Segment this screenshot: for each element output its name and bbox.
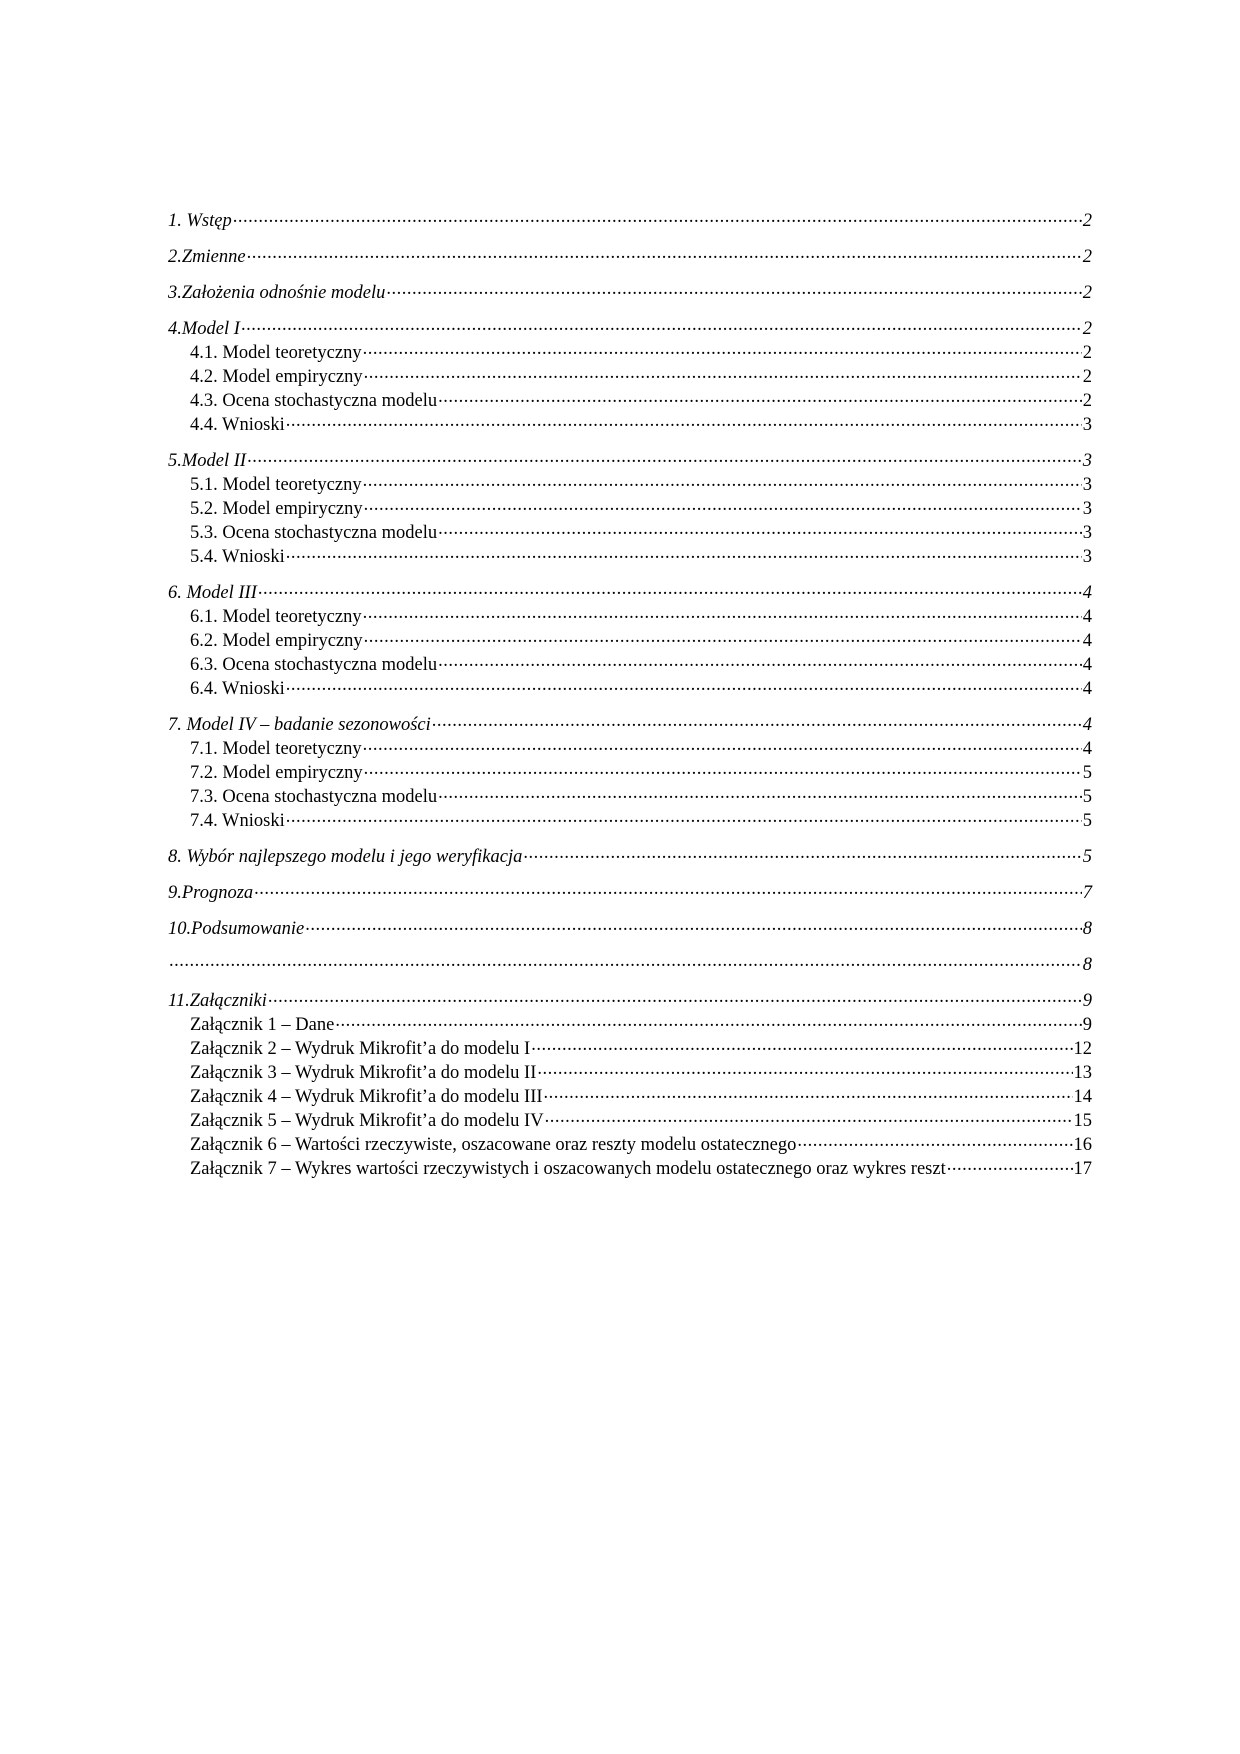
dot-leader bbox=[286, 675, 1082, 694]
dot-leader bbox=[241, 315, 1082, 334]
toc-entry-page: 5 bbox=[1082, 786, 1092, 807]
toc-subentry[interactable] bbox=[168, 675, 1092, 699]
toc-entry-page: 14 bbox=[1073, 1086, 1092, 1107]
toc-entry[interactable] bbox=[168, 447, 1092, 471]
dot-leader bbox=[363, 339, 1082, 358]
toc-subentry[interactable] bbox=[168, 495, 1092, 519]
toc-entry-page: 8 bbox=[1082, 918, 1092, 939]
dot-leader bbox=[363, 735, 1082, 754]
toc-entry-page: 5 bbox=[1082, 762, 1092, 783]
toc-entry-page: 3 bbox=[1082, 546, 1092, 567]
toc-entry-page: 4 bbox=[1082, 630, 1092, 651]
toc-entry-page: 2 bbox=[1082, 318, 1092, 339]
table-of-contents bbox=[168, 207, 1092, 1179]
toc-entry-label: Załącznik 7 – Wykres wartości rzeczywistych i oszacowanych modelu ostatecznego oraz wykres reszt bbox=[190, 1158, 946, 1179]
toc-entry-label: 4.4. Wnioski bbox=[190, 414, 285, 435]
toc-entry-page: 4 bbox=[1082, 582, 1092, 603]
toc-entry[interactable] bbox=[168, 915, 1092, 939]
toc-entry-label: Załącznik 5 – Wydruk Mikrofit’a do modelu IV bbox=[190, 1110, 544, 1131]
toc-subentry[interactable] bbox=[168, 1011, 1092, 1035]
toc-entry-page: 4 bbox=[1082, 714, 1092, 735]
dot-leader bbox=[363, 471, 1082, 490]
dot-leader bbox=[335, 1011, 1081, 1030]
dot-leader bbox=[438, 651, 1082, 670]
toc-entry-page: 4 bbox=[1082, 654, 1092, 675]
toc-subentry[interactable] bbox=[168, 363, 1092, 387]
toc-entry-page: 5 bbox=[1082, 846, 1092, 867]
toc-entry-page: 17 bbox=[1073, 1158, 1092, 1179]
toc-subentry[interactable] bbox=[168, 1155, 1092, 1179]
toc-entry-page: 12 bbox=[1073, 1038, 1092, 1059]
toc-entry-label: 7.3. Ocena stochastyczna modelu bbox=[190, 786, 438, 807]
toc-subentry[interactable] bbox=[168, 783, 1092, 807]
dot-leader bbox=[258, 579, 1082, 598]
toc-entry-label: 5.Model II bbox=[168, 450, 247, 471]
toc-entry-page: 9 bbox=[1082, 990, 1092, 1011]
dot-leader bbox=[286, 807, 1082, 826]
toc-entry-empty[interactable] bbox=[168, 951, 1092, 975]
toc-entry-page: 13 bbox=[1073, 1062, 1092, 1083]
toc-entry-label: Załącznik 3 – Wydruk Mikrofit’a do modelu II bbox=[190, 1062, 537, 1083]
toc-entry-label: 7. Model IV – badanie sezonowości bbox=[168, 714, 431, 735]
toc-entry-page: 3 bbox=[1082, 474, 1092, 495]
toc-subentry[interactable] bbox=[168, 807, 1092, 831]
toc-entry-page: 3 bbox=[1082, 414, 1092, 435]
toc-entry[interactable] bbox=[168, 207, 1092, 231]
dot-leader bbox=[432, 711, 1082, 730]
toc-entry-page: 5 bbox=[1082, 810, 1092, 831]
dot-leader bbox=[305, 915, 1082, 934]
dot-leader bbox=[545, 1107, 1073, 1126]
toc-entry-label: 9.Prognoza bbox=[168, 882, 254, 903]
toc-entry-label: 6.1. Model teoretyczny bbox=[190, 606, 362, 627]
toc-entry[interactable] bbox=[168, 879, 1092, 903]
toc-subentry[interactable] bbox=[168, 471, 1092, 495]
dot-leader bbox=[364, 759, 1082, 778]
toc-entry-label: 6.3. Ocena stochastyczna modelu bbox=[190, 654, 438, 675]
dot-leader bbox=[247, 447, 1082, 466]
toc-entry-label: 5.2. Model empiryczny bbox=[190, 498, 363, 519]
toc-entry-page: 2 bbox=[1082, 246, 1092, 267]
toc-entry-label: 5.4. Wnioski bbox=[190, 546, 285, 567]
toc-subentry[interactable] bbox=[168, 627, 1092, 651]
toc-entry-label: 7.2. Model empiryczny bbox=[190, 762, 363, 783]
dot-leader bbox=[438, 519, 1082, 538]
toc-entry-page: 2 bbox=[1082, 282, 1092, 303]
toc-entry-page: 3 bbox=[1082, 498, 1092, 519]
dot-leader bbox=[537, 1059, 1072, 1078]
toc-entry-label: 4.1. Model teoretyczny bbox=[190, 342, 362, 363]
toc-subentry[interactable] bbox=[168, 1059, 1092, 1083]
toc-entry-label: 6.2. Model empiryczny bbox=[190, 630, 363, 651]
toc-entry-label: 10.Podsumowanie bbox=[168, 918, 305, 939]
toc-entry-label: 7.4. Wnioski bbox=[190, 810, 285, 831]
toc-subentry[interactable] bbox=[168, 519, 1092, 543]
toc-entry-page: 8 bbox=[1082, 954, 1092, 975]
dot-leader bbox=[523, 843, 1081, 862]
toc-entry[interactable] bbox=[168, 711, 1092, 735]
toc-entry[interactable] bbox=[168, 243, 1092, 267]
dot-leader bbox=[254, 879, 1082, 898]
dot-leader bbox=[286, 543, 1082, 562]
toc-entry-page: 3 bbox=[1082, 522, 1092, 543]
toc-subentry[interactable] bbox=[168, 735, 1092, 759]
toc-entry-label: 5.3. Ocena stochastyczna modelu bbox=[190, 522, 438, 543]
toc-subentry[interactable] bbox=[168, 543, 1092, 567]
dot-leader bbox=[531, 1035, 1072, 1054]
toc-entry-page: 2 bbox=[1082, 390, 1092, 411]
dot-leader bbox=[364, 627, 1082, 646]
toc-entry-page: 7 bbox=[1082, 882, 1092, 903]
dot-leader bbox=[947, 1155, 1073, 1174]
toc-entry-page: 2 bbox=[1082, 366, 1092, 387]
toc-entry-label: 6.4. Wnioski bbox=[190, 678, 285, 699]
toc-entry[interactable] bbox=[168, 579, 1092, 603]
toc-entry-page: 4 bbox=[1082, 606, 1092, 627]
dot-leader bbox=[286, 411, 1082, 430]
toc-subentry[interactable] bbox=[168, 387, 1092, 411]
toc-entry-label: 8. Wybór najlepszego modelu i jego weryfikacja bbox=[168, 846, 523, 867]
dot-leader bbox=[268, 987, 1082, 1006]
toc-entry-label: 6. Model III bbox=[168, 582, 257, 603]
toc-entry-label: 2.Zmienne bbox=[168, 246, 246, 267]
toc-entry[interactable] bbox=[168, 987, 1092, 1011]
toc-subentry[interactable] bbox=[168, 411, 1092, 435]
toc-subentry[interactable] bbox=[168, 339, 1092, 363]
dot-leader bbox=[169, 951, 1082, 970]
dot-leader bbox=[363, 603, 1082, 622]
toc-entry-label: Załącznik 6 – Wartości rzeczywiste, oszacowane oraz reszty modelu ostatecznego bbox=[190, 1134, 797, 1155]
toc-entry-label: Załącznik 4 – Wydruk Mikrofit’a do modelu III bbox=[190, 1086, 543, 1107]
toc-subentry[interactable] bbox=[168, 651, 1092, 675]
toc-subentry[interactable] bbox=[168, 1107, 1092, 1131]
toc-subentry[interactable] bbox=[168, 1035, 1092, 1059]
toc-entry[interactable] bbox=[168, 843, 1092, 867]
toc-entry-page: 3 bbox=[1082, 450, 1092, 471]
toc-entry-label: 4.3. Ocena stochastyczna modelu bbox=[190, 390, 438, 411]
toc-entry-page: 16 bbox=[1073, 1134, 1092, 1155]
toc-entry-page: 4 bbox=[1082, 678, 1092, 699]
toc-entry-page: 2 bbox=[1082, 210, 1092, 231]
toc-entry-page: 9 bbox=[1082, 1014, 1092, 1035]
toc-entry-page: 4 bbox=[1082, 738, 1092, 759]
dot-leader bbox=[386, 279, 1081, 298]
toc-entry-label: Załącznik 2 – Wydruk Mikrofit’a do modelu I bbox=[190, 1038, 531, 1059]
toc-entry-label: 5.1. Model teoretyczny bbox=[190, 474, 362, 495]
dot-leader bbox=[544, 1083, 1073, 1102]
dot-leader bbox=[438, 783, 1082, 802]
toc-entry-page: 15 bbox=[1073, 1110, 1092, 1131]
toc-subentry[interactable] bbox=[168, 1083, 1092, 1107]
toc-entry[interactable] bbox=[168, 315, 1092, 339]
toc-entry-label: 7.1. Model teoretyczny bbox=[190, 738, 362, 759]
dot-leader bbox=[364, 363, 1082, 382]
toc-entry[interactable] bbox=[168, 279, 1092, 303]
toc-subentry[interactable] bbox=[168, 603, 1092, 627]
dot-leader bbox=[438, 387, 1082, 406]
dot-leader bbox=[797, 1131, 1072, 1150]
toc-entry-label: 1. Wstęp bbox=[168, 210, 232, 231]
toc-entry-label: Załącznik 1 – Dane bbox=[190, 1014, 335, 1035]
dot-leader bbox=[247, 243, 1082, 262]
toc-entry-label: 3.Założenia odnośnie modelu bbox=[168, 282, 386, 303]
toc-entry-label: 11.Załączniki bbox=[168, 990, 267, 1011]
dot-leader bbox=[233, 207, 1082, 226]
toc-subentry[interactable] bbox=[168, 759, 1092, 783]
dot-leader bbox=[364, 495, 1082, 514]
toc-entry-page: 2 bbox=[1082, 342, 1092, 363]
toc-subentry[interactable] bbox=[168, 1131, 1092, 1155]
toc-entry-label: 4.2. Model empiryczny bbox=[190, 366, 363, 387]
toc-entry-label: 4.Model I bbox=[168, 318, 240, 339]
